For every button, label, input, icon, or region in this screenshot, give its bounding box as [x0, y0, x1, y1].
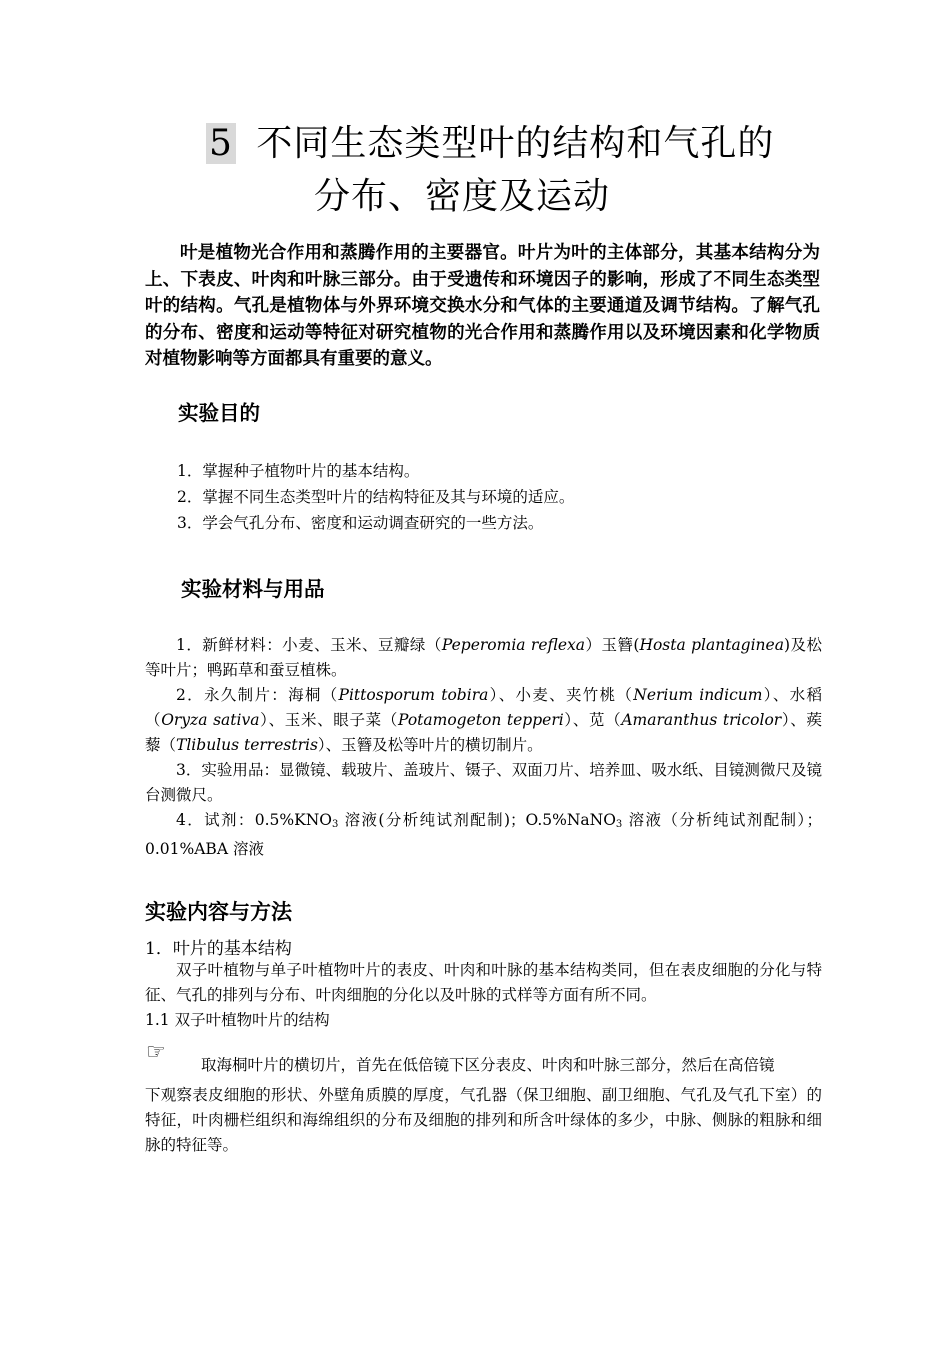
page-title-line2: 分布、密度及运动	[314, 176, 611, 217]
material-item-fresh: 1．新鲜材料：小麦、玉米、豆瓣绿（Peperomia reflexa）玉簪(Hosta plantaginea)及松等叶片；鸭跖草和蚕豆植株。	[145, 636, 822, 679]
purpose-item: 3．学会气孔分布、密度和运动调查研究的一些方法。	[177, 514, 544, 532]
intro-text: 叶是植物光合作用和蒸腾作用的主要器官。叶片为叶的主体部分，其基本结构分为上、下表皮、叶肉和叶脉三部分。由于受遗传和环境因子的影响，形成了不同生态类型叶的结构。气孔是植物体与外界环境交换水分和气体的主要通道及调节结构。了解气孔的分布、密度和运动等特征对研究植物的光合作用和蒸腾作用以及环境因素和化学物质对植物影响等方面都具有重要的意义。	[145, 243, 820, 370]
methods-text: 双子叶植物与单子叶植物叶片的表皮、叶肉和叶脉的基本结构类同，但在表皮细胞的分化与特征、气孔的排列与分布、叶肉细胞的分化以及叶脉的式样等方面有所不同。	[145, 961, 822, 1004]
purpose-item: 2．掌握不同生态类型叶片的结构特征及其与环境的适应。	[177, 488, 575, 506]
materials-block	[145, 633, 822, 862]
material-item-tools: 3．实验用品：显微镜、载玻片、盖玻片、镊子、双面刀片、培养皿、吸水纸、目镜测微尺及镜台测微尺。	[145, 761, 822, 804]
title-text-line1: 不同生态类型叶的结构和气孔的	[256, 123, 775, 164]
page-title-line1	[206, 115, 774, 166]
section-heading-methods: 实验内容与方法	[145, 899, 292, 924]
subheading-dicot: 1.1 双子叶植物叶片的结构	[145, 1011, 330, 1029]
observation-paragraph	[145, 1083, 822, 1158]
section-heading-purpose: 实验目的	[178, 401, 260, 425]
pointing-hand-icon: ☞	[146, 1040, 166, 1065]
chapter-number: 5	[206, 123, 236, 164]
observation-text: 下观察表皮细胞的形状、外壁角质膜的厚度，气孔器（保卫细胞、副卫细胞、气孔及气孔下室）的特征，叶肉栅栏组织和海绵组织的分布及细胞的排列和所含叶绿体的多少，中脉、侧脉的粗脉和细脉的特征等。	[145, 1086, 822, 1154]
material-item-slides: 2．永久制片：海桐（Pittosporum tobira）、小麦、夹竹桃（Nerium indicum）、水稻（Oryza sativa）、玉米、眼子菜（Potamogeton tepperi）、苋（Amaranthus tricolor）、蒺藜（Tlibulus terrestris）、玉簪及松等叶片的横切制片。	[145, 686, 822, 754]
material-item-reagents: 4．试剂：$0.5\%KNO_3$ 溶液(分析纯试剂配制)；O.5%NaNO$_3$ 溶液（分析纯试剂配制）；0.01%ABA 溶液	[145, 811, 822, 858]
purpose-item: 1．掌握种子植物叶片的基本结构。	[177, 462, 420, 480]
intro-paragraph	[145, 240, 820, 373]
methods-paragraph	[145, 958, 822, 1033]
section-heading-materials: 实验材料与用品	[181, 577, 325, 601]
subheading-leaf-structure: 1．叶片的基本结构	[145, 939, 292, 959]
observation-text-line1: 取海桐叶片的横切片，首先在低倍镜下区分表皮、叶肉和叶脉三部分，然后在高倍镜	[201, 1056, 775, 1074]
